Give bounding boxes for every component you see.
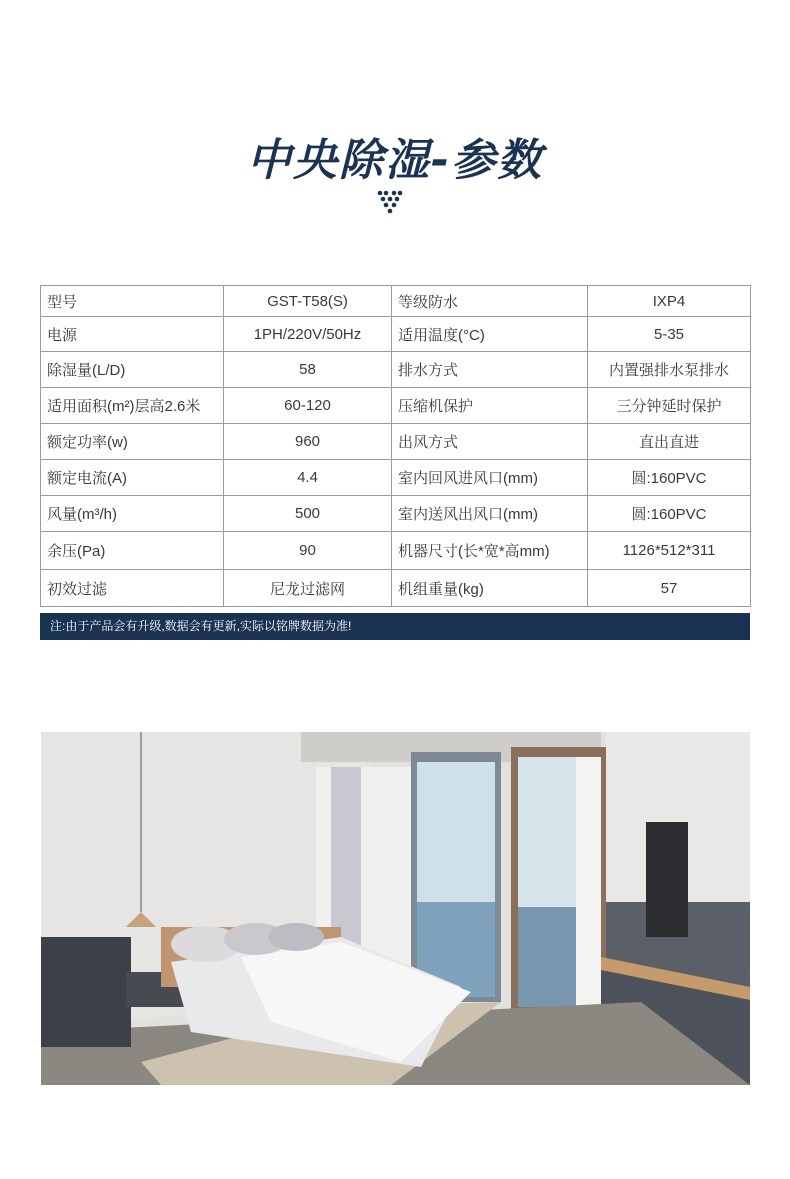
spec-value: 圆:160PVC [588, 460, 751, 496]
spec-row [41, 570, 751, 607]
brand-logo-icon [377, 188, 403, 214]
spec-label: 排水方式 [392, 352, 588, 388]
spec-value: GST-T58(S) [224, 286, 392, 317]
spec-label: 初效过滤 [41, 570, 224, 607]
spec-label: 适用面积(m²)层高2.6米 [41, 388, 224, 424]
spec-label: 余压(Pa) [41, 532, 224, 570]
spec-label: 出风方式 [392, 424, 588, 460]
spec-label: 机器尺寸(长*宽*高mm) [392, 532, 588, 570]
spec-row [41, 424, 751, 460]
spec-row [41, 496, 751, 532]
spec-value: 500 [224, 496, 392, 532]
spec-value: 90 [224, 532, 392, 570]
spec-row [41, 532, 751, 570]
note-bar: 注:由于产品会有升级,数据会有更新,实际以铭牌数据为准! [40, 613, 750, 640]
spec-row [41, 460, 751, 496]
spec-label: 机组重量(kg) [392, 570, 588, 607]
spec-value: 1126*512*311 [588, 532, 751, 570]
spec-value: 1PH/220V/50Hz [224, 317, 392, 352]
spec-label: 型号 [41, 286, 224, 317]
spec-row [41, 352, 751, 388]
page-title: 中央除湿-参数 [246, 135, 544, 186]
spec-label: 等级防水 [392, 286, 588, 317]
spec-value: 直出直进 [588, 424, 751, 460]
spec-label: 电源 [41, 317, 224, 352]
spec-value: 960 [224, 424, 392, 460]
bedroom-photo [41, 732, 750, 1085]
spec-value: 内置强排水泵排水 [588, 352, 751, 388]
spec-label: 除湿量(L/D) [41, 352, 224, 388]
spec-row [41, 286, 751, 317]
spec-label: 室内回风进风口(mm) [392, 460, 588, 496]
spec-value: 三分钟延时保护 [588, 388, 751, 424]
spec-label: 额定功率(w) [41, 424, 224, 460]
spec-value: 57 [588, 570, 751, 607]
spec-value: 5-35 [588, 317, 751, 352]
spec-value: 4.4 [224, 460, 392, 496]
spec-label: 风量(m³/h) [41, 496, 224, 532]
spec-row [41, 317, 751, 352]
spec-row [41, 388, 751, 424]
spec-value: 尼龙过滤网 [224, 570, 392, 607]
spec-value: 58 [224, 352, 392, 388]
spec-value: IXP4 [588, 286, 751, 317]
spec-value: 圆:160PVC [588, 496, 751, 532]
spec-table [40, 285, 751, 607]
spec-label: 室内送风出风口(mm) [392, 496, 588, 532]
spec-label: 适用温度(°C) [392, 317, 588, 352]
spec-value: 60-120 [224, 388, 392, 424]
spec-label: 压缩机保护 [392, 388, 588, 424]
spec-label: 额定电流(A) [41, 460, 224, 496]
